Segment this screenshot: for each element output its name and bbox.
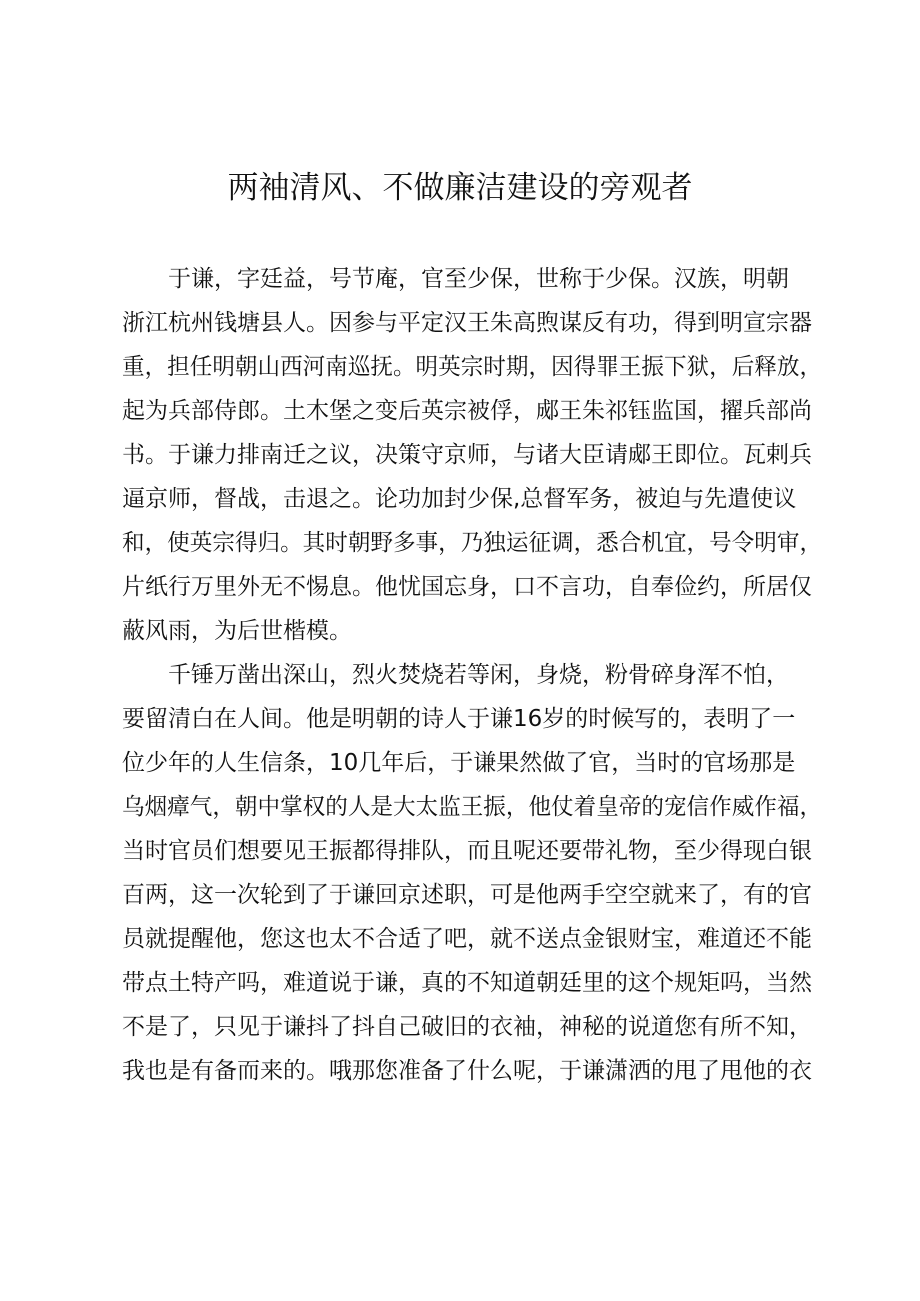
paragraph-line: 位少年的人生信条，10几年后，于谦果然做了官，当时的官场那是 xyxy=(122,750,796,776)
paragraph-line: 要留清白在人间。他是明朝的诗人于谦16岁的时候写的，表明了一 xyxy=(122,706,796,732)
paragraph-line: 百两，这一次轮到了于谦回京述职，可是他两手空空就来了，有的官 xyxy=(122,882,812,908)
paragraph-line: 不是了，只见于谦抖了抖自己破旧的衣袖，神秘的说道您有所不知， xyxy=(122,1014,812,1040)
paragraph-line: 重，担任明朝山西河南巡抚。明英宗时期，因得罪王振下狱，后释放， xyxy=(122,354,823,380)
paragraph-line: 乌烟瘴气，朝中掌权的人是大太监王振，他仗着皇帝的宠信作威作福， xyxy=(122,794,823,820)
paragraph-line: 书。于谦力排南迁之议，决策守京师，与诸大臣请郕王即位。瓦剌兵 xyxy=(122,442,812,468)
paragraph-line: 于谦，字廷益，号节庵，官至少保，世称于少保。汉族，明朝 xyxy=(168,266,789,292)
paragraph-2 xyxy=(122,653,822,1093)
paragraph-line: 和，使英宗得归。其时朝野多事，乃独运征调，悉合机宜，号令明审， xyxy=(122,530,823,556)
paragraph-line: 当时官员们想要见王振都得排队，而且呢还要带礼物，至少得现白银 xyxy=(122,838,812,864)
paragraph-line: 浙江杭州钱塘县人。因参与平定汉王朱高煦谋反有功，得到明宣宗器 xyxy=(122,310,812,336)
paragraph-line: 千锤万凿出深山，烈火焚烧若等闲，身烧，粉骨碎身浑不怕， xyxy=(168,662,789,688)
paragraph-line: 蔽风雨，为后世楷模。 xyxy=(122,618,352,644)
paragraph-line: 片纸行万里外无不惕息。他忧国忘身，口不言功，自奉俭约，所居仅 xyxy=(122,574,812,600)
document-title: 两袖清风、不做廉洁建设的旁观者 xyxy=(227,170,693,206)
paragraph-line: 我也是有备而来的。哦那您准备了什么呢，于谦潇洒的甩了甩他的衣 xyxy=(122,1058,812,1084)
paragraph-line: 员就提醒他，您这也太不合适了吧，就不送点金银财宝，难道还不能 xyxy=(122,926,812,952)
paragraph-line: 带点土特产吗，难道说于谦，真的不知道朝廷里的这个规矩吗，当然 xyxy=(122,970,812,996)
paragraph-line: 逼京师，督战，击退之。论功加封少保,总督军务，被迫与先遣使议 xyxy=(122,486,797,512)
document-body xyxy=(122,257,822,1093)
paragraph-line: 起为兵部侍郎。土木堡之变后英宗被俘，郕王朱祁钰监国，擢兵部尚 xyxy=(122,398,812,424)
paragraph-1 xyxy=(122,257,822,653)
